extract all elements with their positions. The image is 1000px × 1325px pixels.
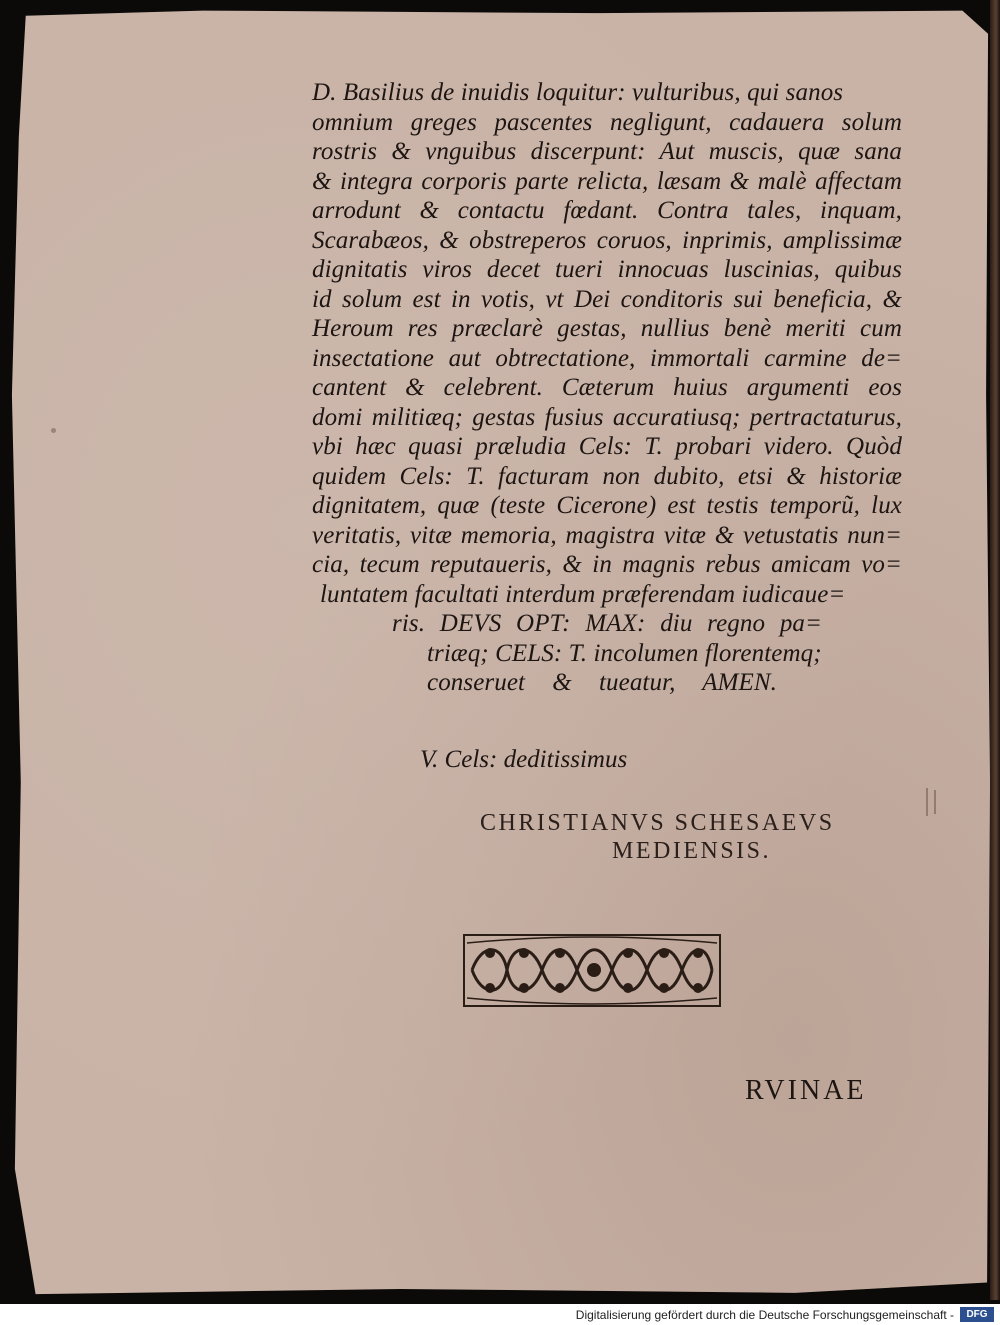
- text-line: ris. DEVS OPT: MAX: diu regno pa=: [392, 610, 822, 637]
- ink-mark: [926, 788, 928, 816]
- text-line: id solum est in votis, vt Dei conditoris sui beneficia, &: [312, 285, 902, 313]
- text-line: omnium greges pascentes negligunt, cadauera solum: [312, 108, 902, 136]
- text-line: Scarabæos, & obstreperos coruos, inprimis, amplissimæ: [312, 226, 902, 254]
- text-line: dignitatem, quæ (teste Cicerone) est testis temporũ, lux: [312, 492, 902, 519]
- text-line: cantent & celebrent. Cæterum huius argumenti eos: [312, 374, 902, 401]
- text-line: arrodunt & contactu fœdant. Contra tales, inquam,: [312, 197, 902, 224]
- text-line: triæq; CELS: T. incolumen florentemq;: [427, 639, 822, 667]
- text-line: luntatem facultati interdum præferendam iudicaue=: [320, 580, 846, 608]
- text-line: cia, tecum reputaueris, & in magnis rebus amicam vo=: [312, 551, 902, 578]
- footer-bar: [0, 1304, 1000, 1325]
- author-origin: MEDIENSIS.: [612, 838, 772, 864]
- text-line: & integra corporis parte relicta, læsam & malè affectam: [312, 167, 902, 195]
- ink-spot: [51, 428, 56, 433]
- text-line: veritatis, vitæ memoria, magistra vitæ & vetustatis nun=: [312, 521, 902, 549]
- text-line: D. Basilius de inuidis loquitur: vulturibus, qui sanos: [312, 79, 844, 106]
- ink-mark-2: [934, 790, 936, 814]
- text-line: insectatione aut obtrectatione, immortali carmine de=: [312, 344, 902, 372]
- ornamental-vignette-icon: [462, 933, 722, 1008]
- author-name: CHRISTIANVS SCHESAEVS: [480, 810, 835, 836]
- body-text: [312, 78, 902, 698]
- signature: V. Cels: deditissimus: [420, 746, 628, 773]
- page-edge: [990, 0, 1000, 1300]
- text-line: domi militiæq; gestas fusius accuratiusq; pertractaturus,: [312, 403, 902, 431]
- text-line: conseruet & tueatur, AMEN.: [427, 669, 777, 696]
- catchword: RVINAE: [745, 1075, 867, 1106]
- footer-credit: Digitalisierung gefördert durch die Deutsche Forschungsgemeinschaft -: [575, 1308, 954, 1322]
- text-line: Heroum res præclarè gestas, nullius benè meriti cum: [312, 315, 902, 342]
- dfg-logo-icon[interactable]: DFG: [960, 1307, 994, 1322]
- text-line: vbi hæc quasi præludia Cels: T. probari videro. Quòd: [312, 433, 902, 460]
- text-line: rostris & vnguibus discerpunt: Aut muscis, quæ sana: [312, 138, 902, 165]
- text-line: quidem Cels: T. facturam non dubito, etsi & historiæ: [312, 462, 902, 490]
- text-line: dignitatis viros decet tueri innocuas luscinias, quibus: [312, 256, 902, 283]
